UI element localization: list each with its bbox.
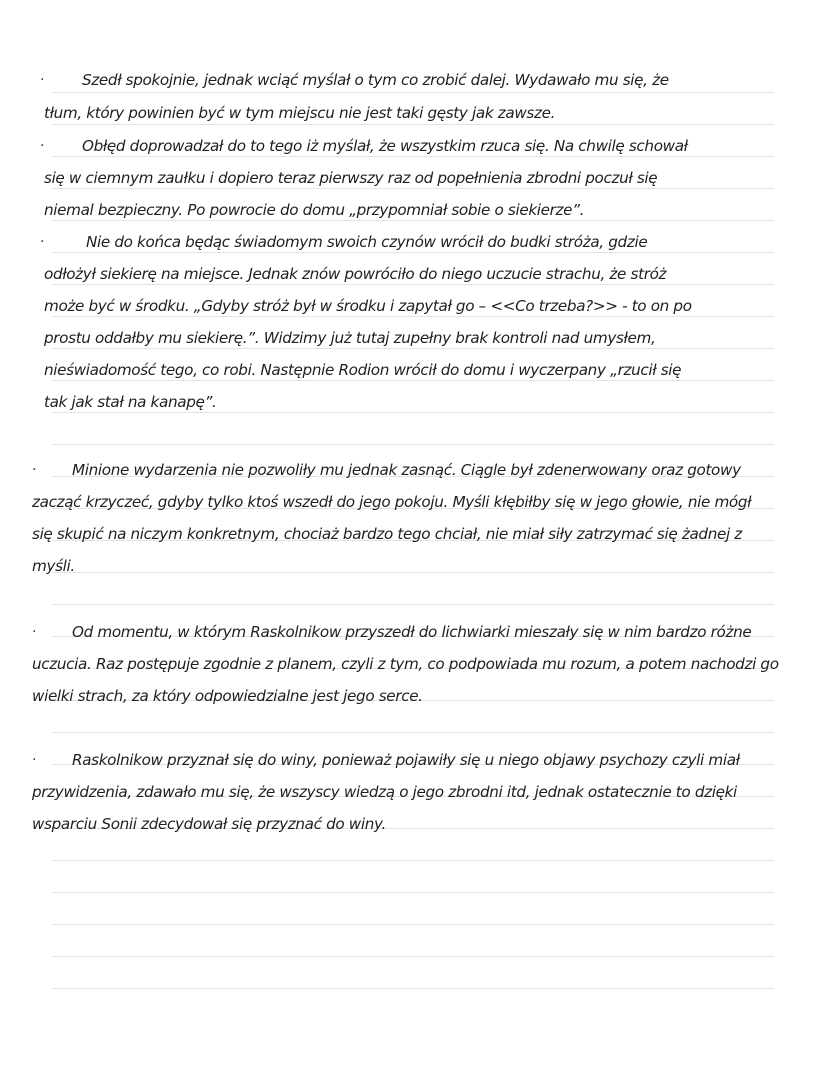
text-line: odłożył siekierę na miejsce. Jednak znów powróciło do niego uczucie strachu, że stróż — [44, 265, 667, 283]
text-line: myśli. — [32, 557, 75, 575]
text-line: tłum, który powinien być w tym miejscu nie jest taki gęsty jak zawsze. — [44, 104, 556, 122]
ruled-line — [52, 924, 774, 925]
ruled-line — [52, 92, 774, 93]
bullet-point: · — [32, 462, 37, 478]
text-line: wielki strach, za który odpowiedzialne jest jego serce. — [32, 687, 423, 705]
bullet-point: · — [32, 752, 37, 768]
ruled-line — [52, 604, 774, 605]
text-line: Nie do końca będąc świadomym swoich czynów wrócił do budki stróża, gdzie — [86, 233, 648, 251]
text-line: zacząć krzyczeć, gdyby tylko ktoś wszedł do jego pokoju. Myśli kłębiłby się w jego głowie, nie mógł — [32, 493, 752, 511]
ruled-line — [52, 572, 774, 573]
ruled-line — [52, 444, 774, 445]
text-line: Minione wydarzenia nie pozwoliły mu jednak zasnąć. Ciągle był zdenerwowany oraz gotowy — [72, 461, 741, 479]
ruled-line — [52, 732, 774, 733]
text-line: może być w środku. „Gdyby stróż był w środku i zapytał go – <<Co trzeba?>> - to on po — [44, 297, 692, 315]
text-line: się w ciemnym zaułku i dopiero teraz pierwszy raz od popełnienia zbrodni poczuł się — [44, 169, 658, 187]
text-line: wsparciu Sonii zdecydował się przyznać do winy. — [32, 815, 386, 833]
text-line: prostu oddałby mu siekierę.”. Widzimy już tutaj zupełny brak kontroli nad umysłem, — [44, 329, 656, 347]
bullet-point: · — [40, 234, 45, 250]
text-line: uczucia. Raz postępuje zgodnie z planem, czyli z tym, co podpowiada mu rozum, a potem nachodzi go — [32, 655, 779, 673]
text-line: Raskolnikow przyznał się do winy, ponieważ pojawiły się u niego objawy psychozy czyli miał — [72, 751, 740, 769]
text-line: niemal bezpieczny. Po powrocie do domu „przypomniał sobie o siekierze”. — [44, 201, 585, 219]
bullet-point: · — [40, 72, 45, 88]
ruled-line — [52, 988, 774, 989]
ruled-line — [52, 892, 774, 893]
bullet-point: · — [40, 138, 45, 154]
ruled-line — [52, 956, 774, 957]
text-line: Szedł spokojnie, jednak wciąć myślał o tym co zrobić dalej. Wydawało mu się, że — [82, 71, 669, 89]
text-line: Od momentu, w którym Raskolnikow przyszedł do lichwiarki mieszały się w nim bardzo różne — [72, 623, 752, 641]
text-line: przywidzenia, zdawało mu się, że wszyscy wiedzą o jego zbrodni itd, jednak ostatecznie to dzięki — [32, 783, 737, 801]
bullet-point: · — [32, 624, 37, 640]
text-line: Obłęd doprowadzał do to tego iż myślał, że wszystkim rzuca się. Na chwilę schował — [82, 137, 688, 155]
text-line: tak jak stał na kanapę”. — [44, 393, 217, 411]
text-line: nieświadomość tego, co robi. Następnie Rodion wrócił do domu i wyczerpany „rzucił się — [44, 361, 682, 379]
text-line: się skupić na niczym konkretnym, chociaż bardzo tego chciał, nie miał siły zatrzymać się żadnej z — [32, 525, 742, 543]
ruled-line — [52, 860, 774, 861]
